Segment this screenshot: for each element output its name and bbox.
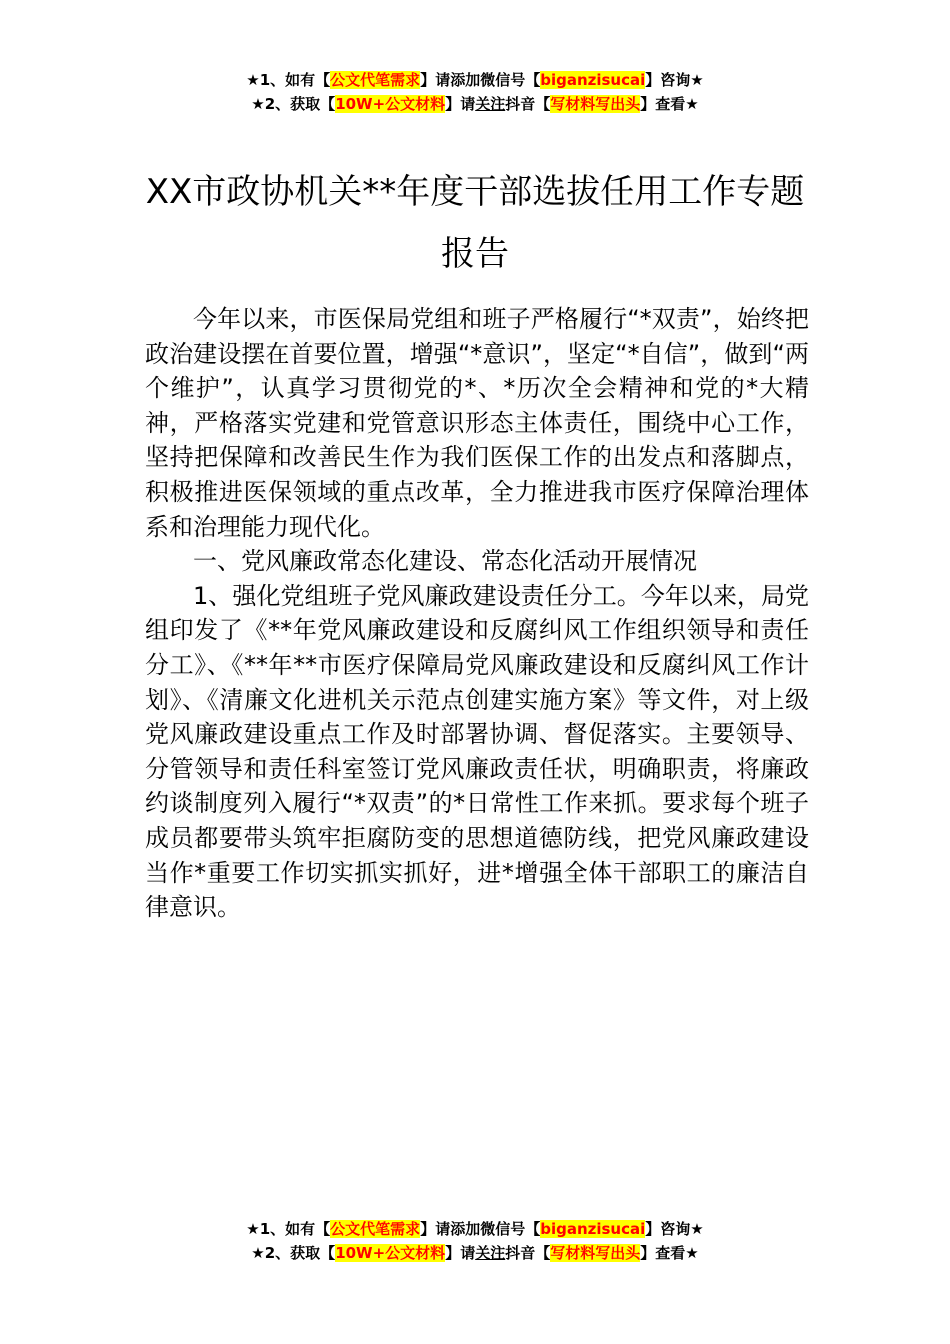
promo-highlight: 公文代笔需求 [330,71,421,89]
promo-wechat-id: biganzisucai [540,1220,646,1238]
promo-text: ★1、如有【 [246,1220,331,1238]
promo-underline: 关注 [475,1244,506,1262]
promo-text: 抖音【 [505,95,551,113]
paragraph-item-1: 1、强化党组班子党风廉政建设责任分工。今年以来，局党组印发了《**年党风廉政建设和反腐纠风工作组织领导和责任分工》、《**年**市医疗保障局党风廉政建设和反腐纠风工作计划》、《清廉文化进机关示范点创建实施方案》等文件，对上级党风廉政建设重点工作及时部署协调、督促落实。主要领导、分管领导和责任科室签订党风廉政责任状，明确职责，将廉政约谈制度列入履行“*双责”的*日常性工作来抓。要求每个班子成员都要带头筑牢拒腐防变的思想道德防线，把党风廉政建设当作*重要工作切实抓实抓好，进*增强全体干部职工的廉洁自律意识。 [145,581,809,922]
promo-text: 】请添加微信号【 [420,1220,541,1238]
promo-text: 】请添加微信号【 [420,71,541,89]
promo-text: 】请 [445,95,476,113]
promo-text: ★1、如有【 [246,71,331,89]
promo-text: 】咨询★ [645,1220,704,1238]
promo-line-2 [0,92,950,116]
promo-highlight: 10W+公文材料 [335,1244,446,1262]
promo-highlight: 写材料写出头 [550,95,641,113]
promo-text: 抖音【 [505,1244,551,1262]
promo-underline: 关注 [475,95,506,113]
promo-text: ★2、获取【 [251,95,336,113]
promo-footer [0,1217,950,1265]
promo-text: 】查看★ [640,95,699,113]
promo-highlight: 公文代笔需求 [330,1220,421,1238]
promo-text: ★2、获取【 [251,1244,336,1262]
document-body [145,302,809,925]
promo-wechat-id: biganzisucai [540,71,646,89]
promo-line-1 [0,1217,950,1241]
promo-line-2 [0,1241,950,1265]
promo-text: 】查看★ [640,1244,699,1262]
document-title: XX市政协机关**年度干部选拔任用工作专题报告 [145,171,805,274]
promo-text: 】请 [445,1244,476,1262]
promo-header [0,68,950,116]
promo-highlight: 10W+公文材料 [335,95,446,113]
section-heading: 一、党风廉政常态化建设、常态化活动开展情况 [193,547,697,576]
promo-text: 】咨询★ [645,71,704,89]
promo-line-1 [0,68,950,92]
paragraph-intro: 今年以来，市医保局党组和班子严格履行“*双责”，始终把政治建设摆在首要位置，增强“*意识”，坚定“*自信”，做到“两个维护”，认真学习贯彻党的*、*历次全会精神和党的*大精神，严格落实党建和党管意识形态主体责任，围绕中心工作，坚持把保障和改善民生作为我们医保工作的出发点和落脚点，积极推进医保领域的重点改革，全力推进我市医疗保障治理体系和治理能力现代化。 [145,305,809,541]
promo-highlight: 写材料写出头 [550,1244,641,1262]
